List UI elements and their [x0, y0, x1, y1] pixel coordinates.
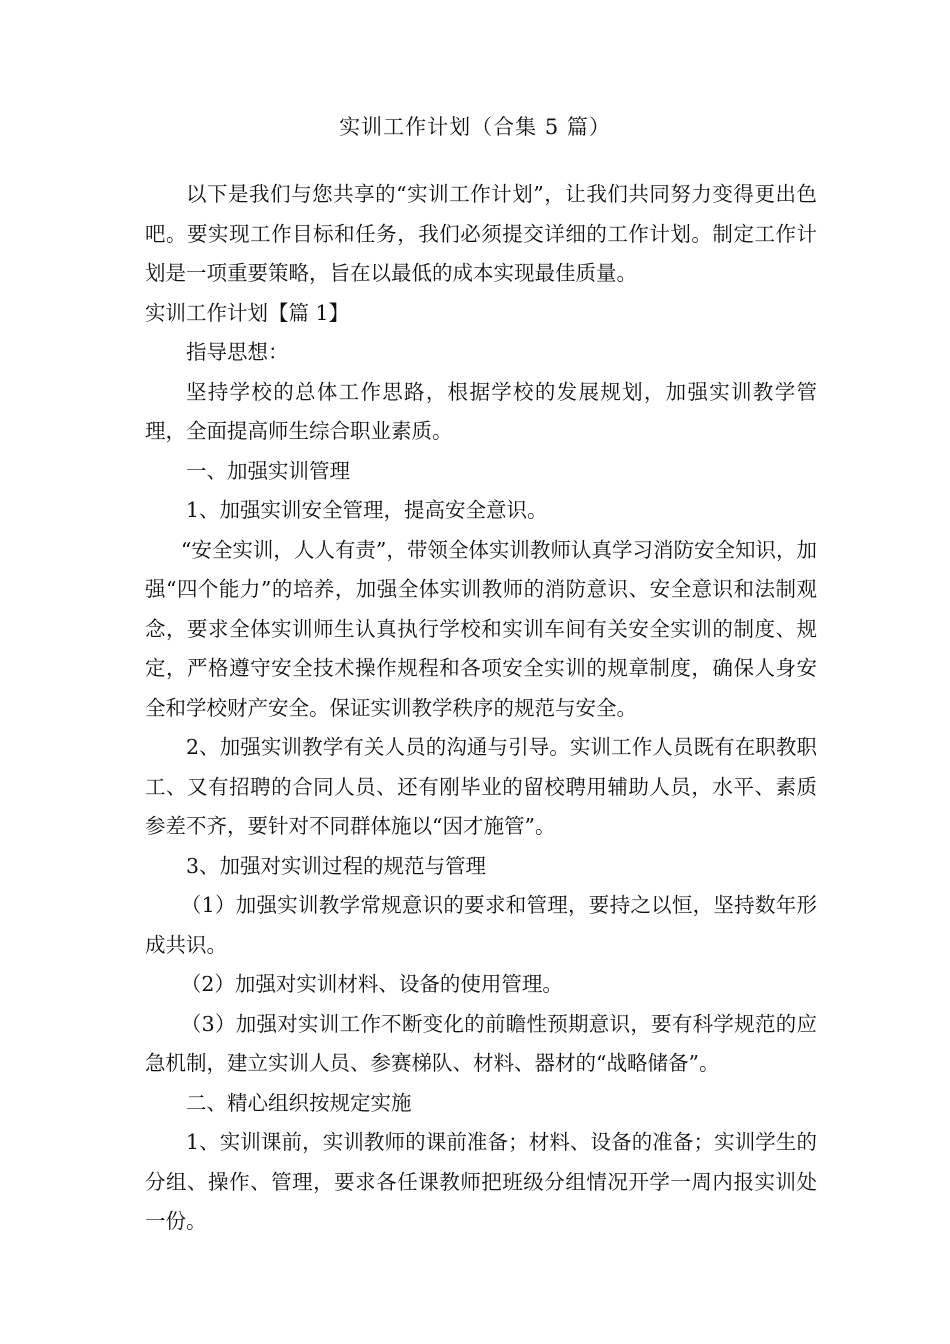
guiding-thought-paragraph: 坚持学校的总体工作思路，根据学校的发展规划，加强实训教学管理，全面提高师生综合职业素质。 [145, 379, 817, 443]
heading-strengthen-management: 一、加强实训管理 [186, 458, 350, 483]
subitem-3: （3）加强对实训工作不断变化的前瞻性预期意识，要有科学规范的应急机制，建立实训人员、参赛梯队、材料、器材的“战略储备”。 [145, 1011, 817, 1075]
intro-paragraph: 以下是我们与您共享的“实训工作计划”，让我们共同努力变得更出色吧。要实现工作目标和任务，我们必须提交详细的工作计划。制定工作计划是一项重要策略，旨在以最低的成本实现最佳质量。 [145, 182, 817, 285]
heading-organize-implement: 二、精心组织按规定实施 [186, 1090, 412, 1115]
item-before-class: 1、实训课前，实训教师的课前准备；材料、设备的准备；实训学生的分组、操作、管理，要求各任课教师把班级分组情况开学一周内报实训处一份。 [145, 1130, 817, 1233]
subitem-1: （1）加强实训教学常规意识的要求和管理，要持之以恒，坚持数年形成共识。 [145, 893, 817, 957]
safety-paragraph: “安全实训，人人有责”，带领全体实训教师认真学习消防安全知识，加强“四个能力”的培养，加强全体实训教师的消防意识、安全意识和法制观念，要求全体实训师生认真执行学校和实训车间有关安全实训的制度、规定，严格遵守安全技术操作规程和各项安全实训的规章制度，确保人身安全和学校财产安全。保证实训教学秩序的规范与安全。 [145, 537, 817, 720]
document-title: 实训工作计划（合集 5 篇） [339, 115, 611, 139]
document-body [145, 175, 817, 1242]
guiding-thought-heading: 指导思想： [186, 340, 289, 364]
section-heading-part-1: 实训工作计划【篇 1】 [145, 300, 350, 325]
item-safety-management: 1、加强实训安全管理，提高安全意识。 [186, 498, 548, 522]
item-process-management: 3、加强对实训过程的规范与管理 [186, 853, 487, 878]
subitem-2: （2）加强对实训材料、设备的使用管理。 [180, 972, 563, 996]
item-communication: 2、加强实训教学有关人员的沟通与引导。实训工作人员既有在职教职工、又有招聘的合同人员、还有刚毕业的留校聘用辅助人员，水平、素质参差不齐，要针对不同群体施以“因才施管”。 [145, 735, 817, 838]
